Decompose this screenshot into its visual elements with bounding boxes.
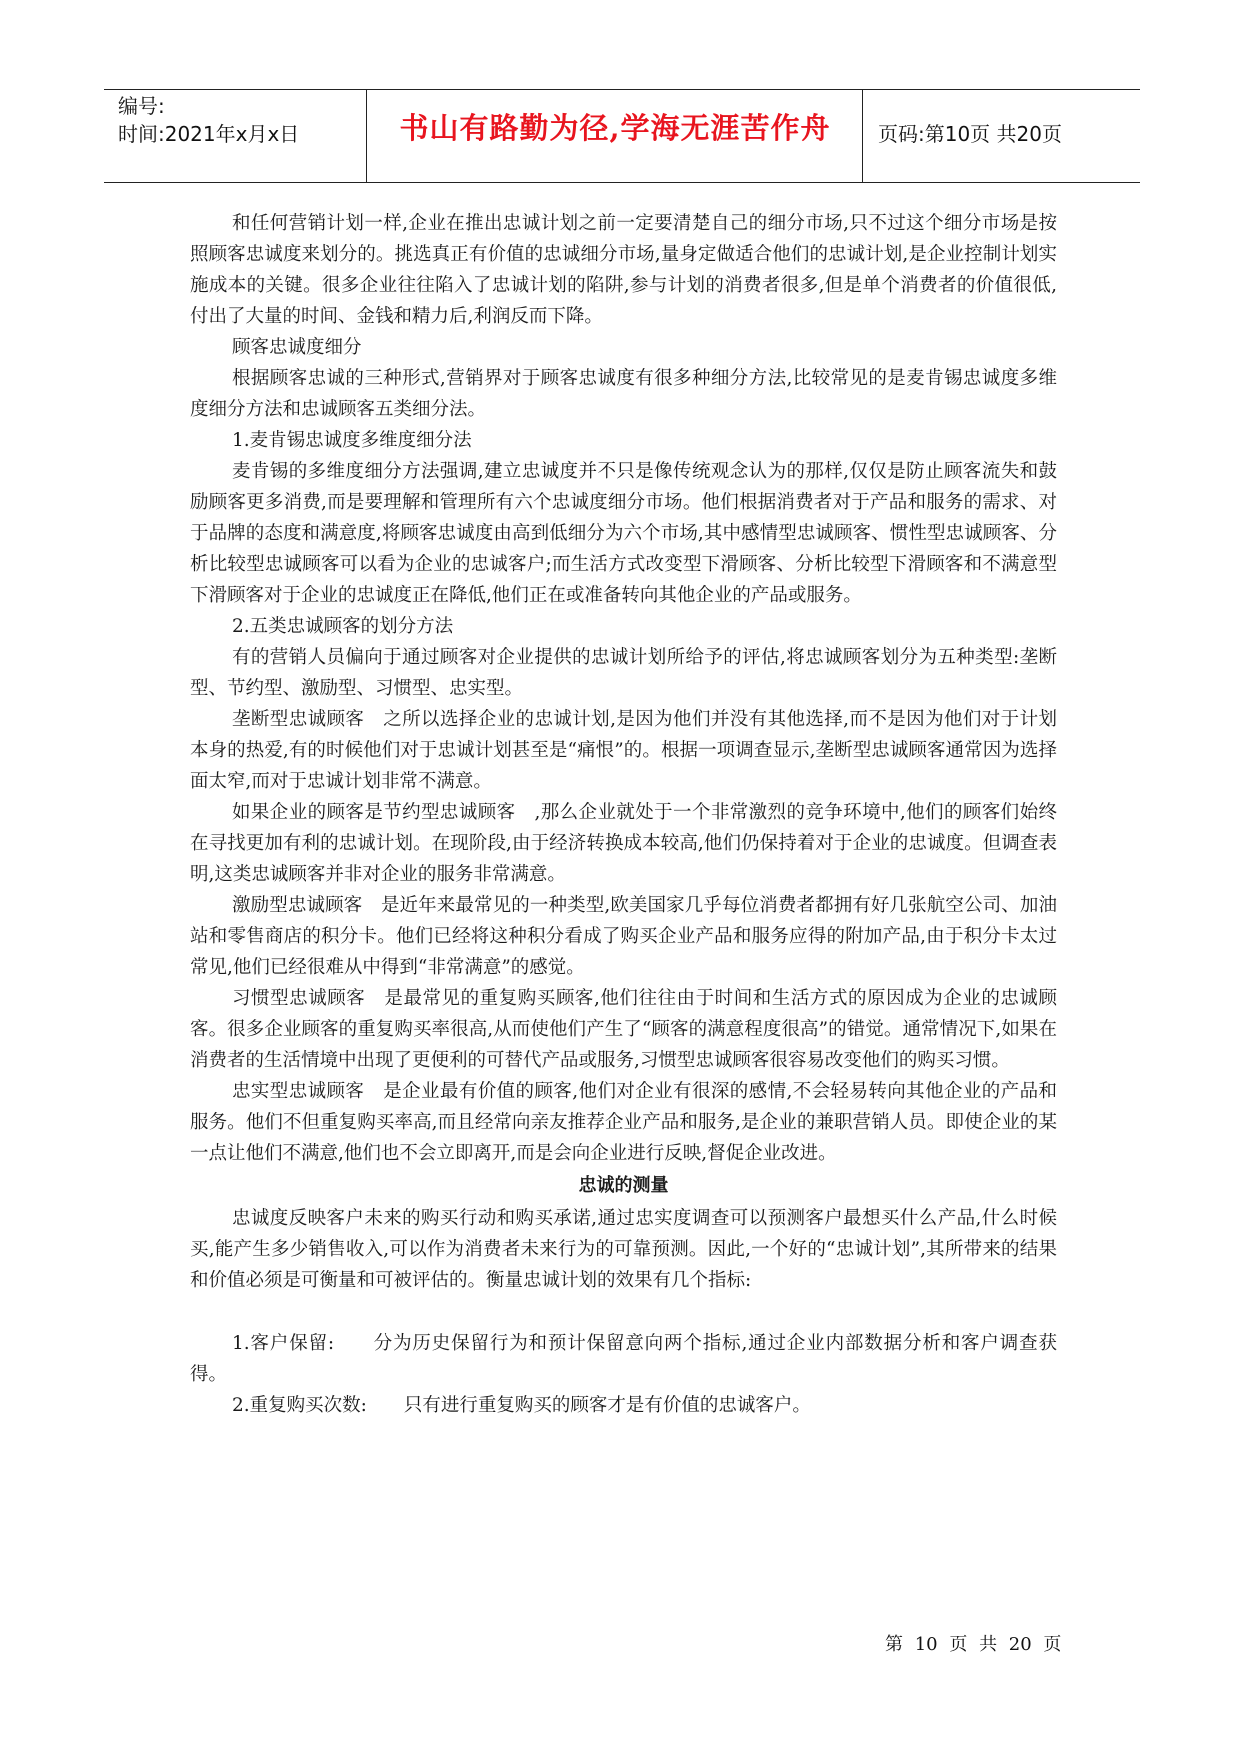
paragraph: 和任何营销计划一样,企业在推出忠诚计划之前一定要清楚自己的细分市场,只不过这个细分市场是按照顾客忠诚度来划分的。挑选真正有价值的忠诚细分市场,量身定做适合他们的忠诚计划,是企业控制计划实施成本的关键。很多企业往往陷入了忠诚计划的陷阱,参与计划的消费者很多,但是单个消费者的价值很低,付出了大量的时间、金钱和精力后,利润反而下降。	[190, 213, 1057, 327]
indicator-text: 分为历史保留行为和预计保留意向两个指标,通过企业内部数据分析和客户调查获得。	[190, 1333, 1057, 1385]
indicator-label: 1.客户保留:	[232, 1333, 335, 1354]
subheading-five-types: 2.五类忠诚顾客的划分方法	[232, 616, 454, 637]
term-habitual: 习惯型忠诚顾客	[232, 988, 366, 1009]
paragraph-text: 如果企业的顾客是	[232, 802, 384, 823]
paragraph-text: 是企业最有价值的顾客,他们对企业有很深的感情,不会轻易转向其他企业的产品和服务。他们不但重复购买率高,而且经常向亲友推荐企业产品和服务,是企业的兼职营销人员。即使企业的某一点让他们不满意,他们也不会立即离开,而是会向企业进行反映,督促企业改进。	[190, 1081, 1057, 1164]
header-divider-left	[366, 89, 367, 182]
document-number-label: 编号:	[118, 94, 165, 118]
paragraph-incentive	[190, 890, 1057, 983]
paragraph-text: 之所以选择企业的忠诚计划,是因为他们并没有其他选择,而不是因为他们对于计划本身的热爱,有的时候他们对于忠诚计划甚至是“痛恨”的。根据一项调查显示,垄断型忠诚顾客通常因为选择面太窄,而对于忠诚计划非常不满意。	[190, 709, 1057, 792]
term-loyal: 忠实型忠诚顾客	[232, 1081, 365, 1102]
paragraph: 麦肯锡的多维度细分方法强调,建立忠诚度并不只是像传统观念认为的那样,仅仅是防止顾客流失和鼓励顾客更多消费,而是要理解和管理所有六个忠诚度细分市场。他们根据消费者对于产品和服务的需求、对于品牌的态度和满意度,将顾客忠诚度由高到低细分为六个市场,其中感情型忠诚顾客、惯性型忠诚顾客、分析比较型忠诚顾客可以看为企业的忠诚客户;而生活方式改变型下滑顾客、分析比较型下滑顾客和不满意型下滑顾客对于企业的忠诚度正在降低,他们正在或准备转向其他企业的产品或服务。	[190, 461, 1057, 606]
paragraph-loyal	[190, 1076, 1057, 1169]
subheading-mckinsey: 1.麦肯锡忠诚度多维度细分法	[232, 430, 472, 451]
paragraph-monopoly	[190, 704, 1057, 797]
section-title: 忠诚的测量	[578, 1175, 669, 1196]
indicator-label: 2.重复购买次数:	[232, 1395, 367, 1416]
footer-page-number: 第 10 页 共 20 页	[885, 1634, 1062, 1655]
paragraph-text: ,那么企业就处于一个非常激烈的竞争环境中,他们的顾客们始终在寻找更加有利的忠诚计划。在现阶段,由于经济转换成本较高,他们仍保持着对于企业的忠诚度。但调查表明,这类忠诚顾客并非对企业的服务非常满意。	[190, 802, 1057, 885]
subheading-segmentation: 顾客忠诚度细分	[232, 337, 362, 358]
term-incentive: 激励型忠诚顾客	[232, 895, 363, 916]
header-top-rule	[104, 89, 1140, 90]
paragraph-thrifty	[190, 797, 1057, 890]
document-time: 时间:2021年x月x日	[118, 122, 300, 146]
header-divider-right	[862, 89, 863, 182]
term-thrifty: 节约型忠诚顾客	[383, 802, 516, 823]
document-body	[190, 208, 1057, 1421]
header-bottom-rule	[104, 182, 1140, 183]
paragraph: 忠诚度反映客户未来的购买行动和购买承诺,通过忠实度调查可以预测客户最想买什么产品,什么时候买,能产生多少销售收入,可以作为消费者未来行为的可靠预测。因此,一个好的“忠诚计划”,其所带来的结果和价值必须是可衡量和可被评估的。衡量忠诚计划的效果有几个指标:	[190, 1208, 1057, 1291]
header-page-code: 页码:第10页 共20页	[878, 122, 1062, 146]
header-meta	[118, 92, 299, 148]
indicator-text: 只有进行重复购买的顾客才是有价值的忠诚客户。	[403, 1395, 811, 1416]
term-monopoly: 垄断型忠诚顾客	[232, 709, 365, 730]
spacer	[190, 1296, 1057, 1328]
paragraph-text: 是最常见的重复购买顾客,他们往往由于时间和生活方式的原因成为企业的忠诚顾客。很多企业顾客的重复购买率很高,从而使他们产生了“顾客的满意程度很高”的错觉。通常情况下,如果在消费者的生活情境中出现了更便利的可替代产品或服务,习惯型忠诚顾客很容易改变他们的购买习惯。	[190, 988, 1057, 1071]
paragraph-text: 是近年来最常见的一种类型,欧美国家几乎每位消费者都拥有好几张航空公司、加油站和零售商店的积分卡。他们已经将这种积分看成了购买企业产品和服务应得的附加产品,由于积分卡太过常见,他们已经很难从中得到“非常满意”的感觉。	[190, 895, 1057, 978]
indicator-item	[190, 1390, 1057, 1421]
indicator-item	[190, 1328, 1057, 1390]
paragraph: 有的营销人员偏向于通过顾客对企业提供的忠诚计划所给予的评估,将忠诚顾客划分为五种类型:垄断型、节约型、激励型、习惯型、忠实型。	[190, 647, 1057, 699]
paragraph-habitual	[190, 983, 1057, 1076]
paragraph: 根据顾客忠诚的三种形式,营销界对于顾客忠诚度有很多种细分方法,比较常见的是麦肯锡忠诚度多维度细分方法和忠诚顾客五类细分法。	[190, 368, 1057, 420]
header-motto: 书山有路勤为径,学海无涯苦作舟	[399, 111, 831, 145]
